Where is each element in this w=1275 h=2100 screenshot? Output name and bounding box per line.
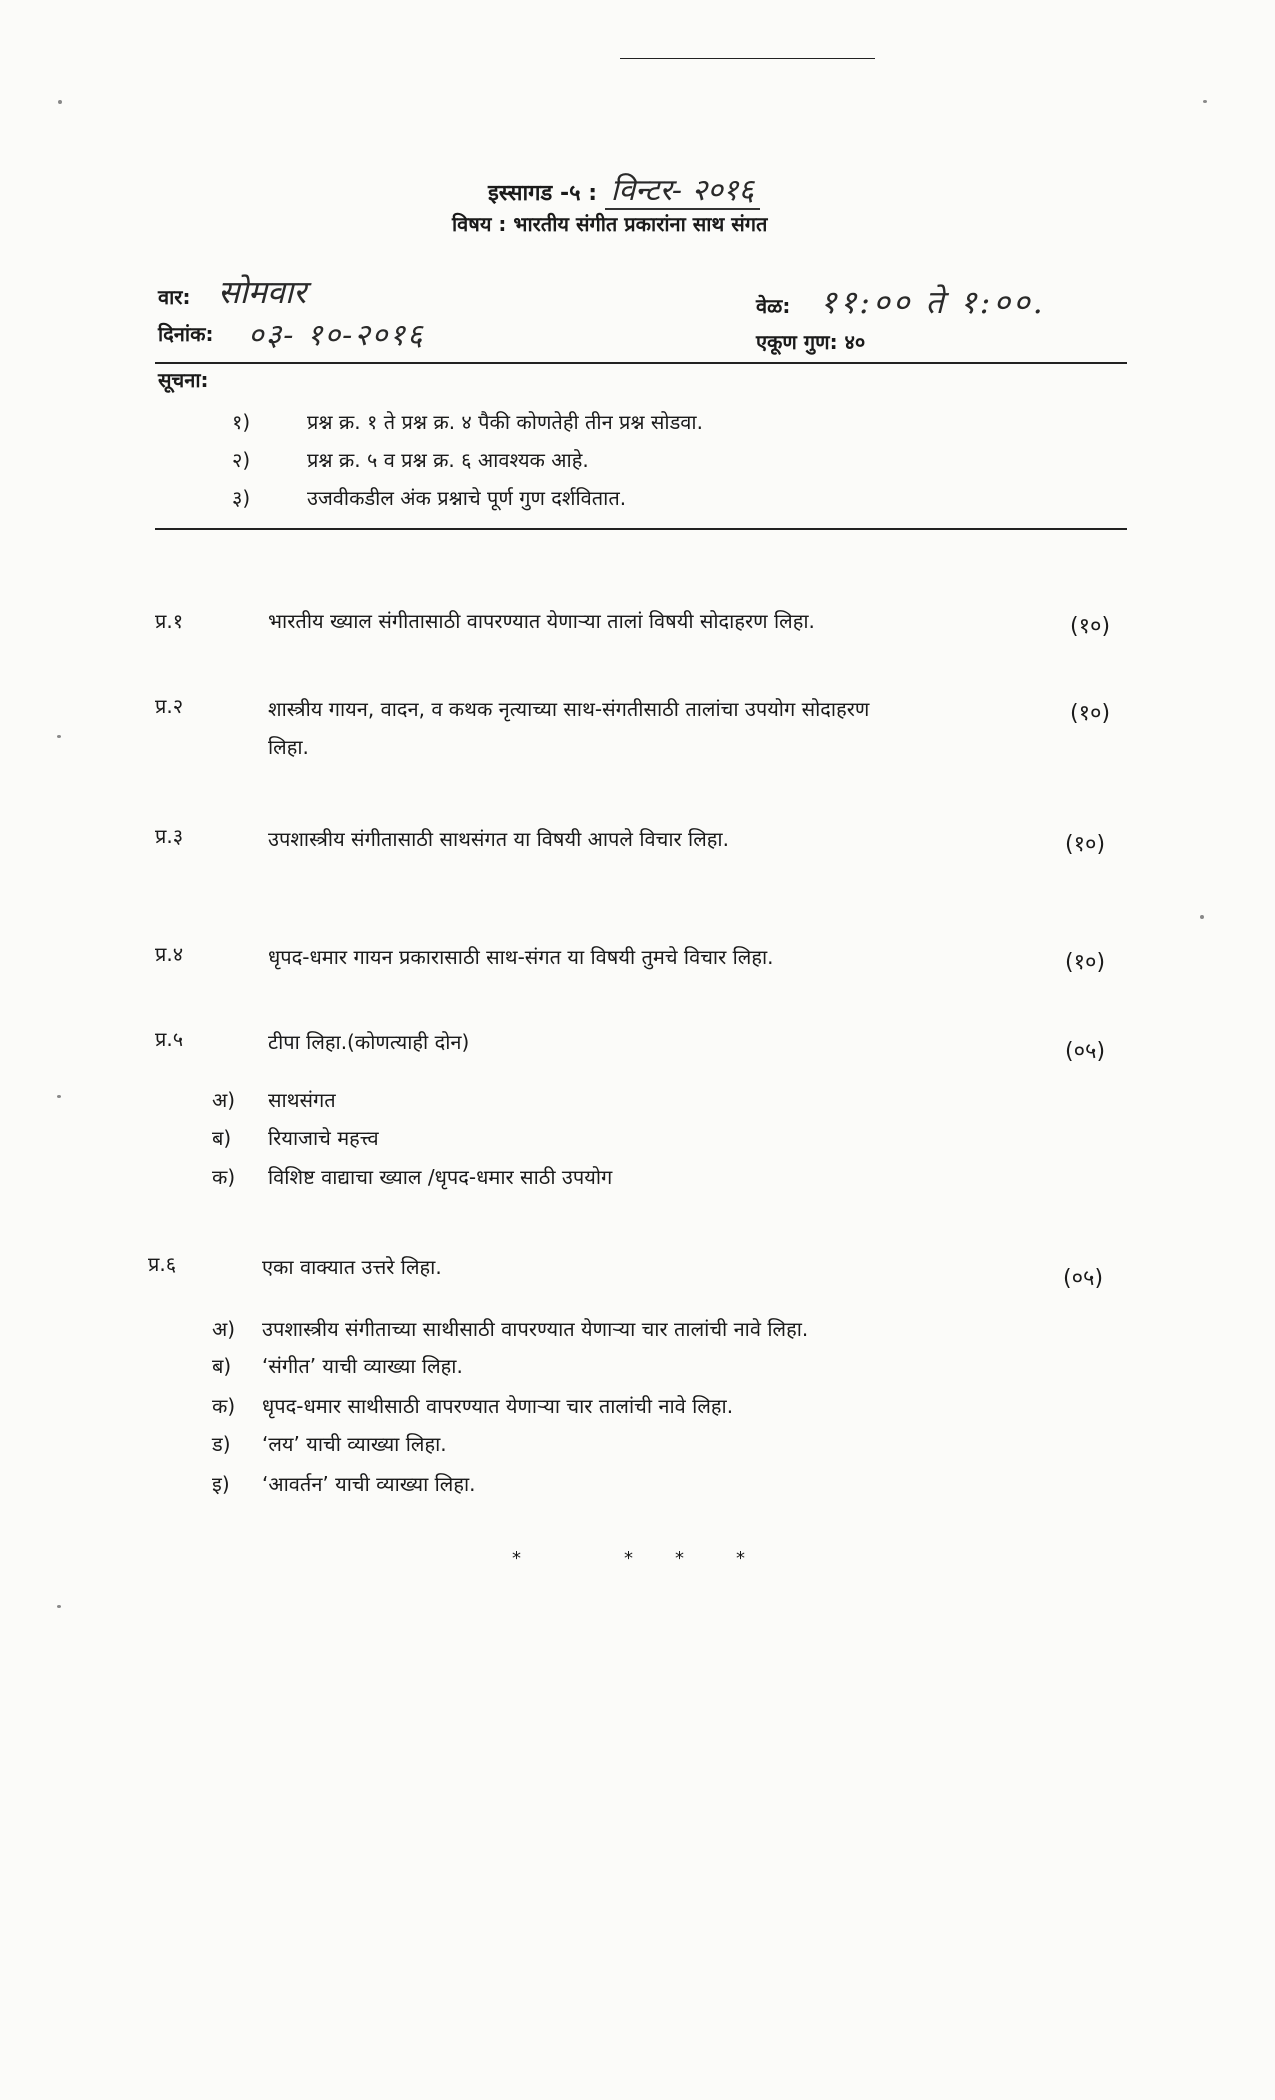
- sub-question-text: उपशास्त्रीय संगीताच्या साथीसाठी वापरण्यात येणाऱ्या चार तालांची नावे लिहा.: [262, 1317, 809, 1341]
- scan-speck: [58, 100, 62, 104]
- sub-question-text: ‘आवर्तन’ याची व्याख्या लिहा.: [262, 1472, 476, 1496]
- sub-question-text: ‘लय’ याची व्याख्या लिहा.: [262, 1432, 447, 1456]
- exam-title: [488, 168, 760, 209]
- question-number: प्र.५: [155, 1027, 184, 1051]
- instruction-num: १): [232, 410, 251, 434]
- subject-line: विषय : भारतीय संगीत प्रकारांना साथ संगत: [452, 212, 768, 236]
- sub-question-text: धृपद-धमार साथीसाठी वापरण्यात येणाऱ्या चार तालांची नावे लिहा.: [262, 1394, 734, 1418]
- footer-star: *: [512, 1548, 521, 1569]
- question-marks: (०५): [1063, 1266, 1104, 1291]
- instruction-num: ३): [232, 486, 251, 510]
- time-label: वेळ:: [756, 294, 791, 318]
- sub-question-label: इ): [212, 1472, 230, 1496]
- sub-question-label: ड): [212, 1432, 231, 1456]
- question-marks: (१०): [1065, 950, 1106, 975]
- footer-star: *: [736, 1548, 745, 1569]
- day-value: सोमवार: [218, 273, 307, 311]
- instructions-rule: [155, 528, 1127, 530]
- meta-rule: [155, 362, 1127, 364]
- scan-speck: [1203, 100, 1207, 103]
- question-number: प्र.४: [155, 942, 184, 966]
- scan-speck: [1200, 915, 1204, 919]
- day-label: वार:: [158, 285, 191, 309]
- question-text: उपशास्त्रीय संगीतासाठी साथसंगत या विषयी आपले विचार लिहा.: [268, 827, 729, 851]
- title-handwritten: विन्टर- २०१६: [605, 173, 760, 210]
- time-value: ११:०० ते १:००.: [820, 283, 1046, 321]
- date-label: दिनांक:: [158, 322, 214, 346]
- sub-question-label: क): [212, 1165, 236, 1189]
- footer-star: *: [675, 1548, 684, 1569]
- question-number: प्र.६: [148, 1252, 177, 1276]
- sub-question-text: ‘संगीत’ याची व्याख्या लिहा.: [262, 1354, 463, 1378]
- footer-star: *: [624, 1548, 633, 1569]
- question-marks: (१०): [1070, 614, 1111, 639]
- question-number: प्र.१: [155, 609, 184, 633]
- question-text: शास्त्रीय गायन, वादन, व कथक नृत्याच्या साथ-संगतीसाठी तालांचा उपयोग सोदाहरण: [268, 697, 870, 721]
- scan-speck: [57, 1095, 61, 1098]
- sub-question-label: अ): [212, 1088, 236, 1112]
- question-text: धृपद-धमार गायन प्रकारासाठी साथ-संगत या विषयी तुमचे विचार लिहा.: [268, 945, 774, 969]
- question-marks: (१०): [1070, 701, 1111, 726]
- date-value: ०३- १०-२०१६: [248, 318, 425, 353]
- total-marks: एकूण गुण: ४०: [756, 330, 866, 354]
- question-text: टीपा लिहा.(कोणत्याही दोन): [268, 1030, 470, 1054]
- scan-speck: [57, 735, 61, 738]
- instruction-num: २): [232, 448, 251, 472]
- top-rule: [620, 58, 875, 59]
- sub-question-label: ब): [212, 1354, 232, 1378]
- sub-question-label: क): [212, 1394, 236, 1418]
- sub-question-label: ब): [212, 1126, 232, 1150]
- sub-question-text: रियाजाचे महत्त्व: [268, 1126, 379, 1150]
- question-marks: (०५): [1065, 1039, 1106, 1064]
- question-number: प्र.३: [155, 824, 184, 848]
- question-text: भारतीय ख्याल संगीतासाठी वापरण्यात येणाऱ्या तालां विषयी सोदाहरण लिहा.: [268, 609, 815, 633]
- sub-question-text: विशिष्ट वाद्याचा ख्याल /धृपद-धमार साठी उपयोग: [268, 1165, 613, 1189]
- question-text-continued: लिहा.: [268, 735, 309, 759]
- scan-speck: [57, 1605, 61, 1608]
- sub-question-label: अ): [212, 1317, 236, 1341]
- sub-question-text: साथसंगत: [268, 1088, 336, 1112]
- question-text: एका वाक्यात उत्तरे लिहा.: [262, 1255, 442, 1279]
- question-number: प्र.२: [155, 694, 184, 718]
- question-marks: (१०): [1065, 832, 1106, 857]
- title-prefix: इस्सागड -५ :: [488, 181, 597, 206]
- instruction-text: उजवीकडील अंक प्रश्नाचे पूर्ण गुण दर्शवितात.: [307, 486, 627, 510]
- instruction-text: प्रश्न क्र. ५ व प्रश्न क्र. ६ आवश्यक आहे.: [307, 448, 589, 472]
- instruction-text: प्रश्न क्र. १ ते प्रश्न क्र. ४ पैकी कोणतेही तीन प्रश्न सोडवा.: [307, 410, 703, 434]
- instructions-label: सूचना:: [158, 368, 209, 392]
